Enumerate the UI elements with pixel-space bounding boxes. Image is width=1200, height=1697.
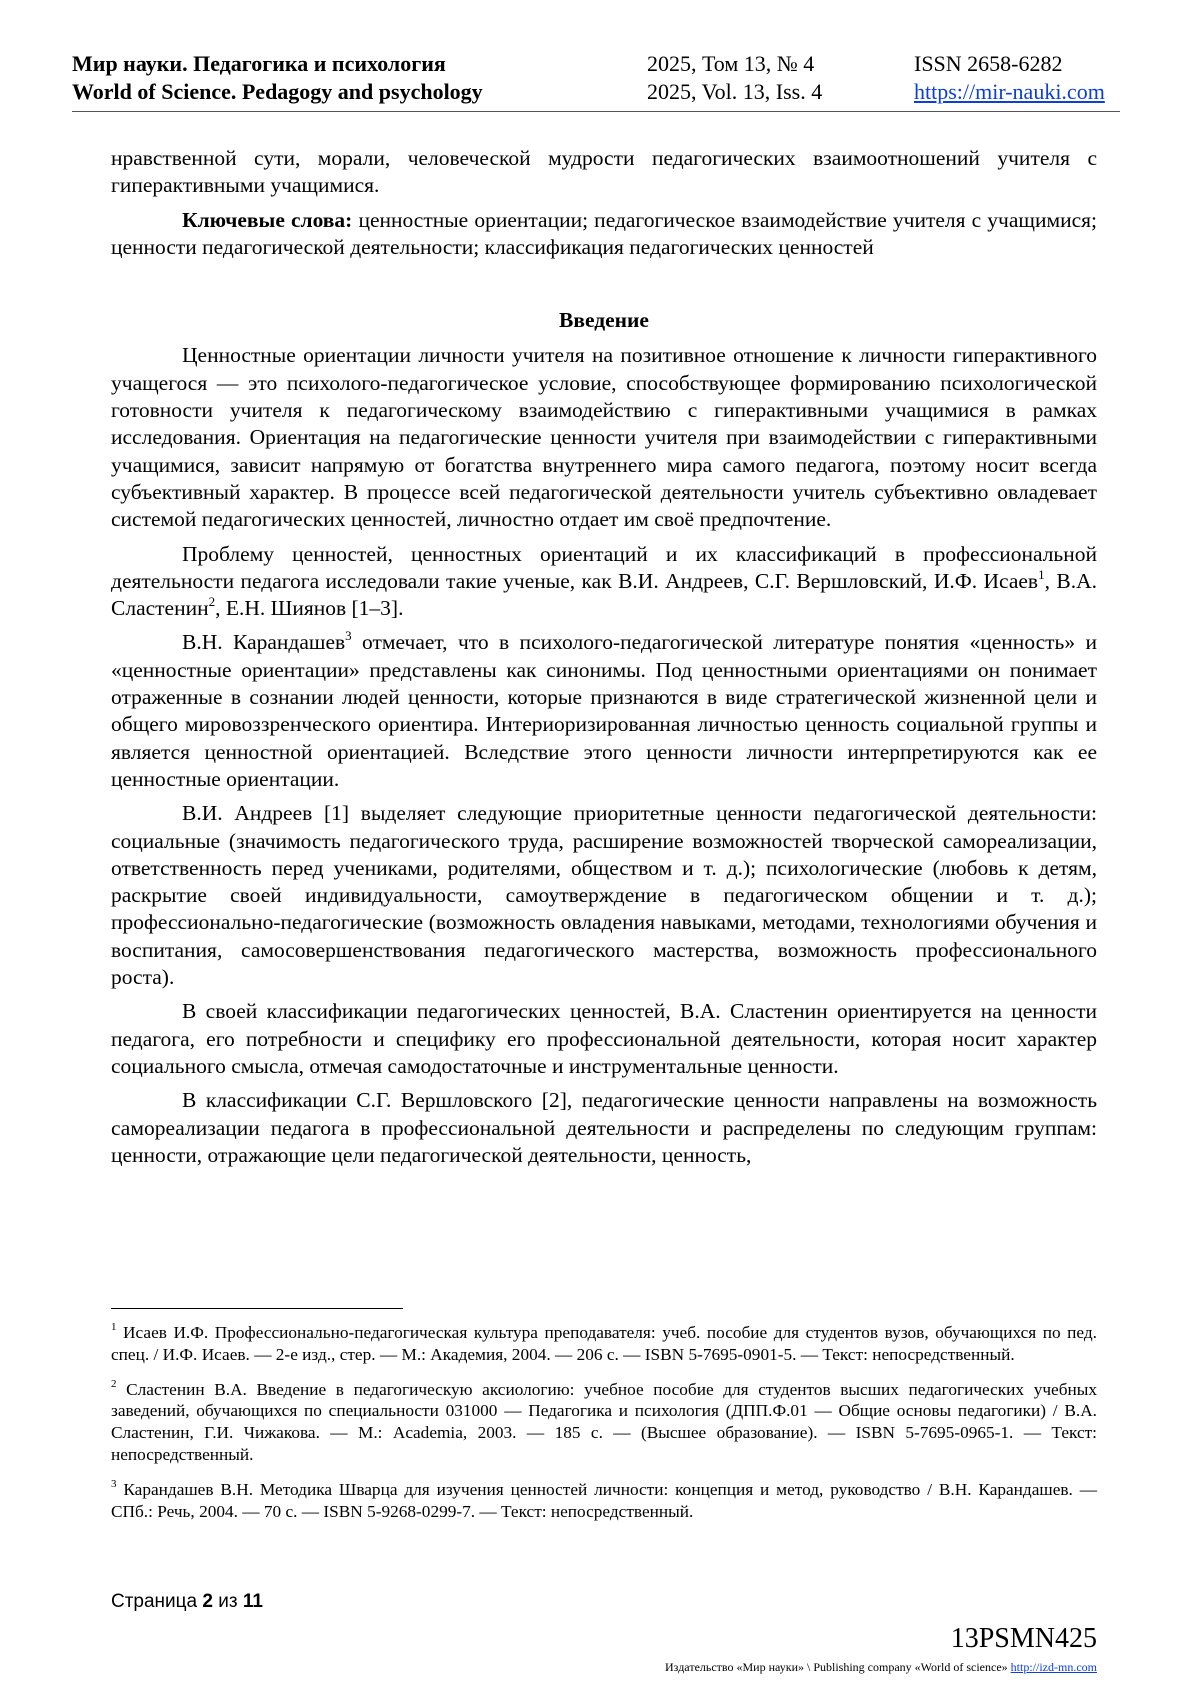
footnote-ref-1[interactable]: 1: [1038, 566, 1045, 582]
paragraph-3-text-b: отмечает, что в психолого-педагогической литературе понятия «ценность» и «ценностные ориентации» представлены как синонимы. Под ценностными ориентациями он понимает отраженные в сознании людей ценности, которые признаются в виде стратегической жизненной цели и общего мировоззренческого ориентира. Интериоризированная личностью ценность социальной группы и является ценностной ориентацией. Вследствие этого ценности личности интерпретируются как ее ценностные ориентации.: [111, 630, 1097, 791]
paragraph-2-text-b: , В.А. Сластенин: [111, 568, 1097, 621]
issn: ISSN 2658-6282: [914, 51, 1063, 76]
section-title: Введение: [559, 308, 649, 333]
footnote-2-number: 2: [111, 1377, 117, 1390]
paragraph-3-text-a: В.Н. Карандашев: [182, 630, 346, 655]
publisher-text: Издательство «Мир науки» \ Publishing company «World of science»: [665, 1660, 1011, 1674]
paragraph-3: [111, 629, 1097, 793]
issue-en: 2025, Vol. 13, Iss. 4: [647, 79, 823, 104]
footnote-2-text: Сластенин В.А. Введение в педагогическую аксиологию: учебное пособие для студентов высших педагогических учебных заведений, обучающихся по специальности 031000 — Педагогика и психология (ДПП.Ф.01 — Общие основы педагогики) / В.А. Сластенин, Г.И. Чижакова. — М.: Academia, 2003. — 185 с. — (Высшее образование). — ISBN 5-7695-0965-1. — Текст: непосредственный.: [111, 1379, 1097, 1464]
footnotes: [111, 1322, 1097, 1535]
footnote-2: [111, 1379, 1097, 1466]
abstract-tail: нравственной сути, морали, человеческой мудрости педагогических взаимоотношений учителя с гиперактивными учащимися.: [111, 146, 1097, 198]
footnote-divider: [111, 1308, 403, 1309]
keywords-label: Ключевые слова:: [182, 207, 353, 232]
footnote-1: [111, 1322, 1097, 1366]
keywords-text: ценностные ориентации; педагогическое взаимодействие учителя с учащимися; ценности педагогической деятельности; классификация педагогических ценностей: [111, 207, 1097, 259]
journal-title-en: World of Science. Pedagogy and psychology: [72, 79, 483, 104]
header-divider: [72, 111, 1120, 112]
footnote-3-number: 3: [111, 1478, 117, 1491]
issn-block: [914, 50, 1105, 106]
page-current: 2: [202, 1591, 213, 1612]
footnote-3-text: Карандашев В.Н. Методика Шварца для изучения ценностей личности: концепция и метод, руководство / В.Н. Карандашев. — СПб.: Речь, 2004. — 70 с. — ISBN 5-9268-0299-7. — Текст: непосредственный.: [111, 1479, 1097, 1521]
issue-block: [647, 50, 822, 106]
paragraph-6: В классификации С.Г. Вершловского [2], педагогические ценности направлены на возможность самореализации педагога в профессиональной деятельности и распределены по следующим группам: ценности, отражающие цели педагогической деятельности, ценность,: [111, 1088, 1097, 1167]
journal-url-link[interactable]: https://mir-nauki.com: [914, 79, 1105, 104]
paragraph-5: В своей классификации педагогических ценностей, В.А. Сластенин ориентируется на ценности педагога, его потребности и специфику его профессиональной деятельности, которая носит характер социального смысла, отмечая самодостаточные и инструментальные ценности.: [111, 999, 1097, 1078]
footnote-ref-2[interactable]: 2: [208, 594, 216, 609]
page-word: Страница: [111, 1591, 203, 1612]
paragraph-2-text-a: Проблему ценностей, ценностных ориентаций и их классификаций в профессиональной деятельности педагога исследовали такие ученые, как В.И. Андреев, С.Г. Вершловский, И.Ф. Исаев: [111, 541, 1097, 593]
paragraph-4: В.И. Андреев [1] выделяет следующие приоритетные ценности педагогической деятельности: социальные (значимость педагогического труда, расширение возможностей творческой самореализации, ответственность перед учениками, родителями, обществом и т. д.); психологические (любовь к детям, раскрытие своей индивидуальности, самоутверждение в педагогическом общении и т. д.); профессионально-педагогические (возможность овладения навыками, методами, технологиями обучения и воспитания, самосовершенствования педагогического мастерства, возможность профессионального роста).: [111, 801, 1097, 990]
journal-title-ru: Мир науки. Педагогика и психология: [72, 51, 446, 76]
publisher-url-link[interactable]: http://izd-mn.com: [1010, 1660, 1097, 1674]
issue-ru: 2025, Том 13, № 4: [647, 51, 815, 76]
footnote-ref-3[interactable]: 3: [345, 628, 352, 644]
footnote-1-text: Исаев И.Ф. Профессионально-педагогическая культура преподавателя: учеб. пособие для студентов вузов, обучающихся по пед. спец. / И.Ф. Исаев. — 2-е изд., стер. — М.: Академия, 2004. — 206 с. — ISBN 5-7695-0901-5. — Текст: непосредственный.: [111, 1323, 1097, 1364]
keywords: [111, 207, 1097, 262]
footnote-3: [111, 1479, 1097, 1523]
paragraph-2: [111, 541, 1097, 623]
article-code: 13PSMN425: [950, 1623, 1097, 1654]
page-of: из: [212, 1591, 243, 1612]
footnote-1-number: 1: [111, 1321, 117, 1334]
page-total: 11: [242, 1591, 263, 1612]
article-body: [111, 145, 1097, 1169]
journal-title-block: [72, 50, 483, 106]
page-number: [111, 1591, 263, 1613]
paragraph-1: Ценностные ориентации личности учителя на позитивное отношение к личности гиперактивного учащегося — это психолого-педагогическое условие, способствующее формированию психологической готовности учителя к педагогическому взаимодействию с гиперактивными учащимися в рамках исследования. Ориентация на педагогические ценности учителя при взаимодействии с гиперактивными учащимися, зависит напрямую от богатства внутреннего мира самого педагога, поэтому носит всегда субъективный характер. В процессе всей педагогической деятельности учитель субъективно овладевает системой педагогических ценностей, личностно отдает им своё предпочтение.: [111, 343, 1097, 532]
journal-header: [72, 50, 1120, 112]
publisher-line: [665, 1660, 1097, 1675]
paragraph-2-text-c: , Е.Н. Шиянов [1–3].: [215, 596, 404, 621]
